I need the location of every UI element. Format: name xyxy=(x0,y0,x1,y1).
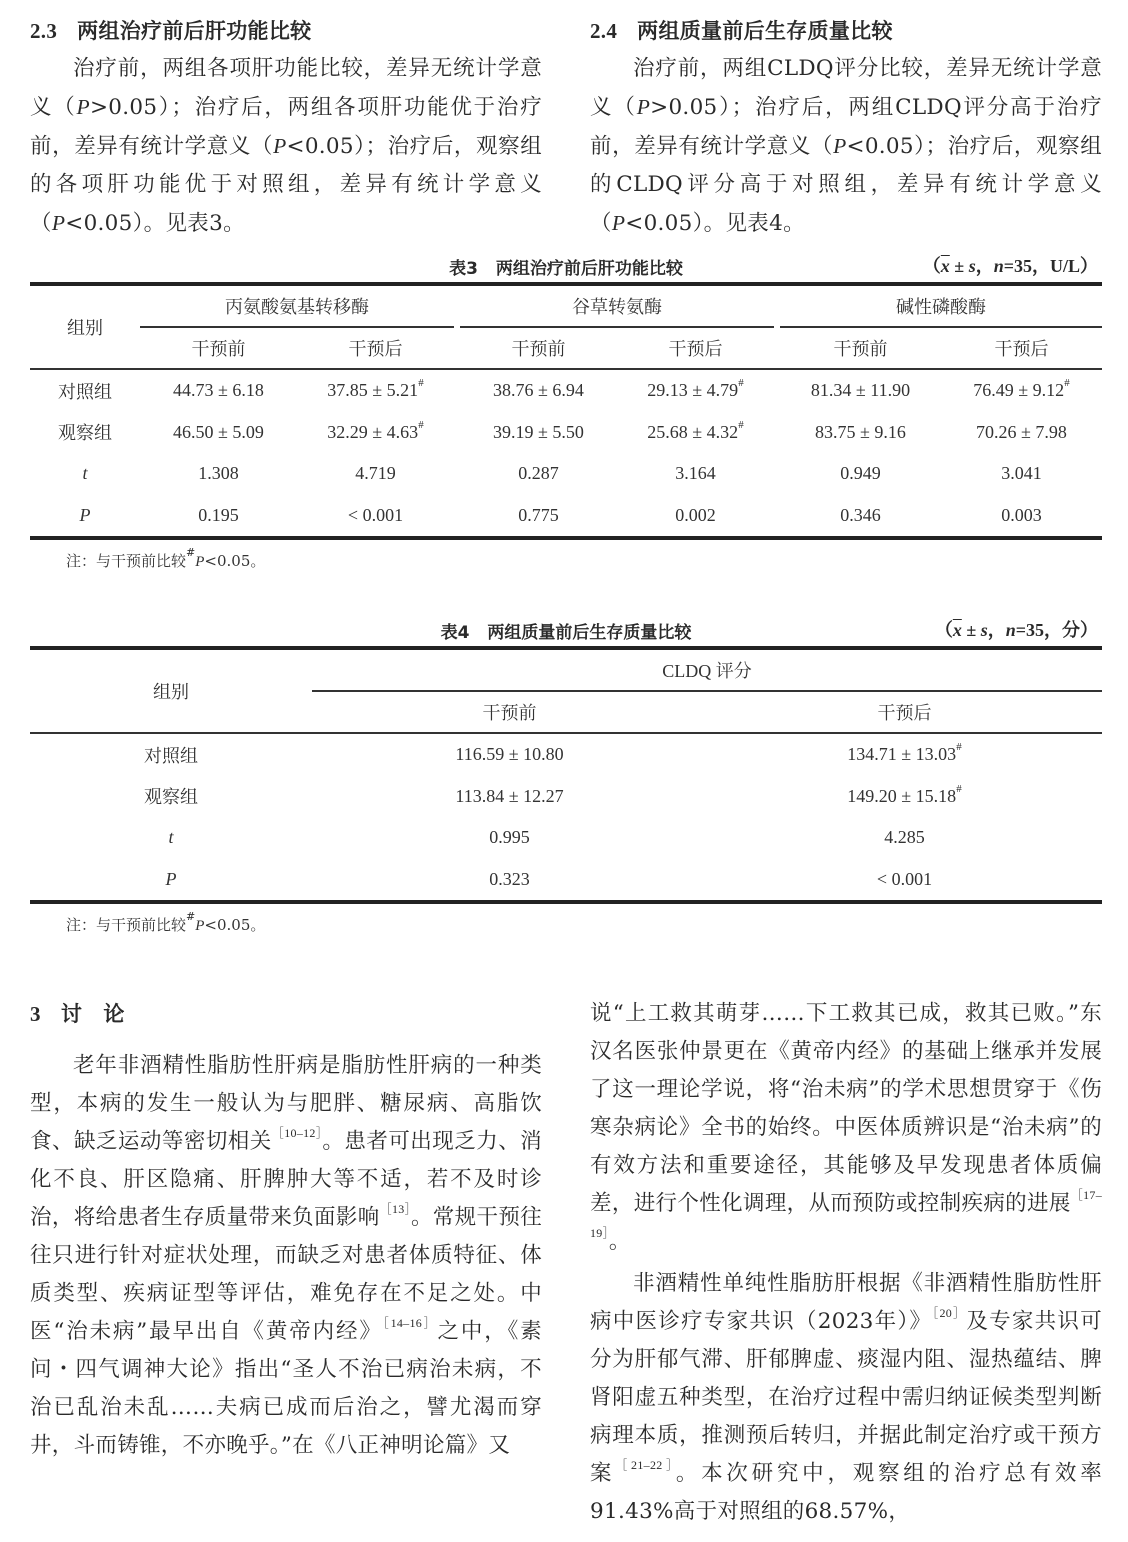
cell-value: 32.29 ± 4.63 xyxy=(327,421,419,442)
subheader: 干预后 xyxy=(707,691,1102,733)
sep: ， xyxy=(1031,256,1050,276)
table-cell xyxy=(617,453,774,495)
p-symbol: P xyxy=(273,134,287,158)
table-cell xyxy=(460,453,617,495)
section-paragraph xyxy=(30,50,542,243)
cell-value: 113.84 ± 12.27 xyxy=(455,785,564,806)
table-cell xyxy=(312,733,707,776)
table-cell xyxy=(707,859,1102,903)
section-title: 两组质量前后生存质量比较 xyxy=(637,18,893,43)
cell-value: 0.323 xyxy=(489,868,530,889)
table-row xyxy=(30,776,1102,818)
cell-value: 37.85 ± 5.21 xyxy=(327,380,419,401)
table-cell xyxy=(312,817,707,859)
header-group: 组别 xyxy=(30,284,140,369)
text: <0.05）。见表4。 xyxy=(625,211,805,236)
table-cell xyxy=(941,495,1102,539)
cell-value: 4.285 xyxy=(884,827,925,848)
table-number: 表4 xyxy=(440,623,470,643)
text: >0.05）；治疗后，两组CLDQ评分高于治疗前，差异有统计学意义（ xyxy=(590,95,1102,159)
citation: ［14–16］ xyxy=(382,1316,438,1330)
n-symbol: n xyxy=(993,256,1004,276)
section-3-right xyxy=(590,995,1102,1531)
n-symbol: n xyxy=(1005,620,1016,640)
pm: ± xyxy=(961,620,981,640)
table-unit xyxy=(935,616,1098,642)
header-ast: 谷草转氨酶 xyxy=(460,284,774,327)
note-mark: # xyxy=(186,910,196,923)
section-heading xyxy=(590,12,1102,50)
mean-symbol: $\overline{x}$ xyxy=(940,256,950,276)
section-paragraph xyxy=(590,1265,1102,1531)
cell-value: 25.68 ± 4.32 xyxy=(647,421,739,442)
cell-value: 149.20 ± 15.18 xyxy=(847,785,957,806)
header-alt: 丙氨酸氨基转移酶 xyxy=(140,284,454,327)
text: 治疗前，两组各项肝功能比较，差异无统计学意义（ xyxy=(30,56,542,120)
cell-value: 4.719 xyxy=(355,463,396,484)
citation: ［10–12］ xyxy=(271,1126,323,1140)
table-note xyxy=(30,910,1102,935)
paren: ） xyxy=(1080,256,1098,276)
significance-mark: # xyxy=(956,782,962,795)
n-value: =35 xyxy=(1003,256,1032,276)
sep: ， xyxy=(987,620,1006,640)
table-4 xyxy=(30,614,1102,935)
cell-value: 76.49 ± 9.12 xyxy=(973,380,1065,401)
citation: ［21–22］ xyxy=(615,1458,676,1472)
table-title-text: 两组治疗前后肝功能比较 xyxy=(495,259,683,279)
significance-mark: # xyxy=(738,377,744,390)
row-label: P xyxy=(30,495,140,539)
section-title: 讨 论 xyxy=(60,1002,125,1026)
section-title: 两组治疗前后肝功能比较 xyxy=(77,18,312,43)
table-unit xyxy=(923,252,1098,278)
unit-label: 分 xyxy=(1062,620,1080,640)
paren: （ xyxy=(934,620,953,640)
cell-value: 29.13 ± 4.79 xyxy=(647,380,739,401)
section-paragraph xyxy=(30,1047,542,1465)
table-cell xyxy=(460,412,617,454)
cell-value: 46.50 ± 5.09 xyxy=(173,421,264,442)
table-cell xyxy=(941,412,1102,454)
table-cell xyxy=(297,412,454,454)
n-value: =35 xyxy=(1015,620,1044,640)
cell-value: 0.775 xyxy=(518,504,559,525)
cell-value: 0.949 xyxy=(840,463,881,484)
table-cell xyxy=(780,369,941,412)
section-heading xyxy=(30,12,542,50)
section-heading xyxy=(30,995,542,1033)
mean-symbol: $\overline{x}$ xyxy=(952,620,962,640)
cell-value: 38.76 ± 6.94 xyxy=(493,380,584,401)
table-cell xyxy=(780,495,941,539)
row-label: t xyxy=(82,463,88,484)
row-label: 观察组 xyxy=(144,787,198,809)
note-mark: # xyxy=(186,546,196,559)
table-4-grid xyxy=(30,646,1102,904)
table-cell xyxy=(297,495,454,539)
cell-value: 1.308 xyxy=(198,463,239,484)
cell-value: 0.002 xyxy=(675,504,716,525)
table-row xyxy=(30,369,1102,412)
text: 之中，《素问・四气调神大论》指出“圣人不治已病治未病，不治已乱治未乱……夫病已成而后治之，譬尤渴而穿井，斗而铸锥，不亦晚乎。”在《八正神明论篇》又 xyxy=(30,1319,542,1458)
table-row xyxy=(30,412,1102,454)
subheader: 干预后 xyxy=(297,327,454,369)
table-caption xyxy=(30,250,1102,282)
text: 。本次研究中，观察组的治疗总有效率91.43%高于对照组的68.57%， xyxy=(590,1461,1102,1524)
text: >0.05）；治疗后，两组各项肝功能优于治疗前，差异有统计学意义（ xyxy=(30,95,542,159)
section-3-left xyxy=(30,995,542,1465)
sep: ， xyxy=(1044,620,1062,640)
header-group: 组别 xyxy=(30,648,312,733)
text: 说“上工救其萌芽……下工救其已成，救其已败。”东汉名医张仲景更在《黄帝内经》的基础上继承并发展了这一理论学说，将“治未病”的学术思想贯穿于《伤寒杂病论》全书的始终。中医体质辨识是“治未病”的有效方法和重要途径，其能够及早发现患者体质偏差，进行个性化调理，从而预防或控制疾病的进展 xyxy=(590,1001,1102,1216)
subheader: 干预前 xyxy=(460,327,617,369)
p-symbol: P xyxy=(833,134,847,158)
cell-value: 0.995 xyxy=(489,827,530,848)
table-caption xyxy=(30,614,1102,646)
cell-value: 0.346 xyxy=(840,504,881,525)
row-label: 对照组 xyxy=(144,745,198,767)
cell-value: < 0.001 xyxy=(876,868,933,889)
p-symbol: P xyxy=(76,95,90,119)
cell-value: < 0.001 xyxy=(347,504,404,525)
table-cell xyxy=(617,495,774,539)
table-cell xyxy=(941,369,1102,412)
subheader: 干预前 xyxy=(312,691,707,733)
cell-value: 0.287 xyxy=(518,463,559,484)
section-paragraph xyxy=(590,995,1102,1261)
table-cell xyxy=(941,453,1102,495)
table-cell xyxy=(312,859,707,903)
p-symbol: P xyxy=(51,211,66,235)
row-label: 对照组 xyxy=(58,381,112,403)
significance-mark: # xyxy=(418,377,424,390)
row-label: 观察组 xyxy=(58,423,112,445)
subheader: 干预后 xyxy=(617,327,774,369)
table-cell xyxy=(140,369,297,412)
table-note xyxy=(30,546,1102,571)
section-paragraph xyxy=(590,50,1102,243)
significance-mark: # xyxy=(418,418,424,431)
note-text: 注：与干预前比较 xyxy=(66,916,187,934)
cell-value: 0.003 xyxy=(1001,504,1042,525)
pm: ± xyxy=(949,256,969,276)
cell-value: 44.73 ± 6.18 xyxy=(173,380,264,401)
text: <0.05）。见表3。 xyxy=(65,211,245,236)
subheader: 干预前 xyxy=(780,327,941,369)
table-cell xyxy=(297,369,454,412)
table-3 xyxy=(30,250,1102,571)
subheader: 干预前 xyxy=(140,327,297,369)
cell-value: 0.195 xyxy=(198,504,239,525)
cell-value: 3.041 xyxy=(1001,463,1042,484)
paren: （ xyxy=(922,256,941,276)
section-2-3 xyxy=(30,12,542,243)
table-cell xyxy=(707,817,1102,859)
citation: ［13］ xyxy=(379,1202,411,1216)
table-row xyxy=(30,495,1102,539)
significance-mark: # xyxy=(738,418,744,431)
table-cell xyxy=(140,412,297,454)
row-label: t xyxy=(168,827,174,848)
unit-label: U/L xyxy=(1049,256,1080,276)
table-cell xyxy=(780,453,941,495)
significance-mark: # xyxy=(1064,377,1070,390)
table-title-text: 两组质量前后生存质量比较 xyxy=(487,623,692,643)
p-symbol: P xyxy=(611,211,626,235)
table-cell xyxy=(707,733,1102,776)
cell-value: 81.34 ± 11.90 xyxy=(810,380,911,401)
citation: ［17–19］ xyxy=(590,1188,1103,1240)
p-symbol: P xyxy=(195,918,205,934)
table-row xyxy=(30,859,1102,903)
sd-symbol: s xyxy=(980,620,988,640)
text: 治疗前，两组CLDQ评分比较，差异无统计学意义（ xyxy=(590,56,1102,120)
table-row xyxy=(30,453,1102,495)
sep: ， xyxy=(975,256,994,276)
text: 非酒精性单纯性脂肪肝根据《非酒精性脂肪性肝病中医诊疗专家共识（2023年）》 xyxy=(590,1271,1102,1334)
table-row xyxy=(30,817,1102,859)
text: 。患者可出现乏力、消化不良、肝区隐痛、肝脾肿大等不适，若不及时诊治，将给患者生存质量带来负面影响 xyxy=(30,1129,542,1230)
table-cell xyxy=(707,776,1102,818)
header-cldq: CLDQ 评分 xyxy=(312,648,1102,691)
row-label: P xyxy=(30,859,312,903)
table-cell xyxy=(460,495,617,539)
table-3-grid xyxy=(30,282,1102,540)
text: 。常规干预往往只进行针对症状处理，而缺乏对患者体质特征、体质类型、疾病证型等评估，难免存在不足之处。中医“治未病”最早出自《黄帝内经》 xyxy=(30,1205,542,1344)
table-cell xyxy=(140,495,297,539)
cell-value: 116.59 ± 10.80 xyxy=(455,744,564,765)
cell-value: 3.164 xyxy=(675,463,716,484)
cell-value: 83.75 ± 9.16 xyxy=(815,421,906,442)
note-text: <0.05。 xyxy=(204,552,266,570)
table-row xyxy=(30,733,1102,776)
text: <0.05）；治疗后，观察组的CLDQ评分高于对照组，差异有统计学意义（ xyxy=(590,134,1102,236)
section-2-4 xyxy=(590,12,1102,243)
paren: ） xyxy=(1080,620,1098,640)
citation: ［20］ xyxy=(932,1306,967,1320)
table-cell xyxy=(780,412,941,454)
cell-value: 70.26 ± 7.98 xyxy=(976,421,1067,442)
sd-symbol: s xyxy=(968,256,976,276)
table-cell xyxy=(617,412,774,454)
section-number: 3 xyxy=(30,1002,41,1026)
text: 老年非酒精性脂肪性肝病是脂肪性肝病的一种类型，本病的发生一般认为与肥胖、糖尿病、高脂饮食、缺乏运动等密切相关 xyxy=(30,1053,542,1154)
table-cell xyxy=(297,453,454,495)
text: 。 xyxy=(608,1229,631,1254)
text: <0.05）；治疗后，观察组的各项肝功能优于对照组，差异有统计学意义（ xyxy=(30,134,542,236)
note-text: <0.05。 xyxy=(204,916,266,934)
table-cell xyxy=(140,453,297,495)
table-cell xyxy=(617,369,774,412)
table-cell xyxy=(312,776,707,818)
cell-value: 39.19 ± 5.50 xyxy=(493,421,584,442)
p-symbol: P xyxy=(195,554,205,570)
subheader: 干预后 xyxy=(941,327,1102,369)
cell-value: 134.71 ± 13.03 xyxy=(847,744,957,765)
text: 及专家共识可分为肝郁气滞、肝郁脾虚、痰湿内阻、湿热蕴结、脾肾阳虚五种类型，在治疗过程中需归纳证候类型判断病理本质，推测预后转归，并据此制定治疗或干预方案 xyxy=(590,1309,1102,1486)
section-number: 2.3 xyxy=(30,19,58,43)
section-number: 2.4 xyxy=(590,19,618,43)
header-alp: 碱性磷酸酶 xyxy=(780,284,1102,327)
table-cell xyxy=(460,369,617,412)
significance-mark: # xyxy=(956,741,962,754)
note-text: 注：与干预前比较 xyxy=(66,552,187,570)
p-symbol: P xyxy=(636,95,651,119)
table-number: 表3 xyxy=(449,259,478,279)
